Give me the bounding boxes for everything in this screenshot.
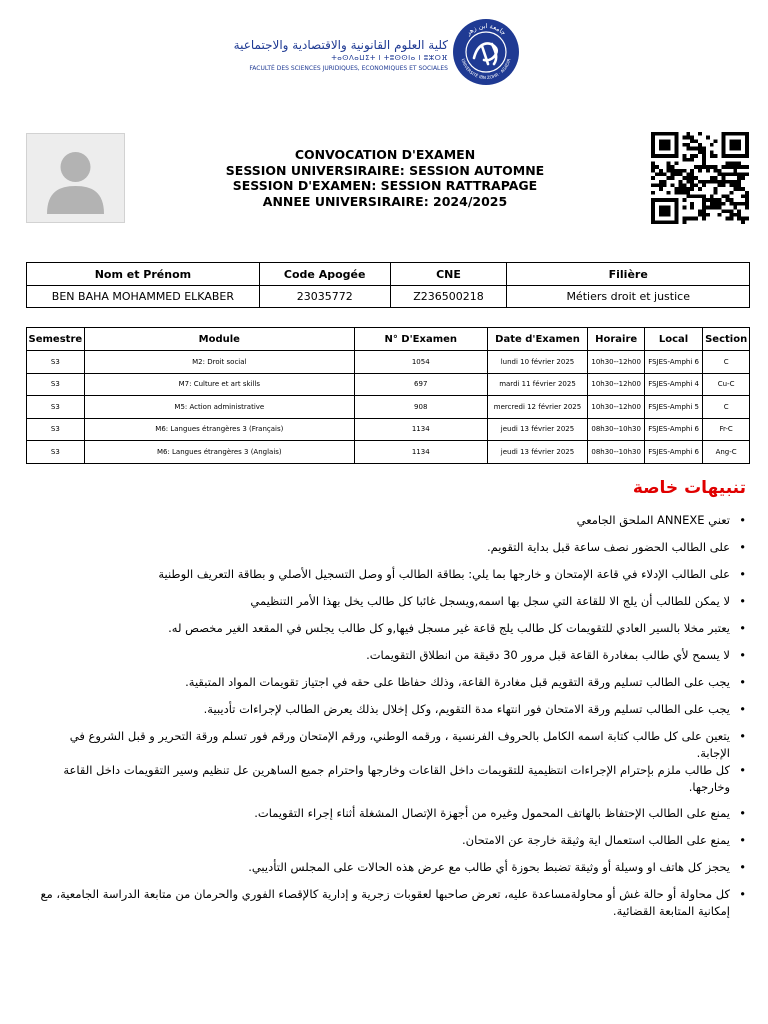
faculty-name-arabic: كلية العلوم القانونية والاقتصادية والاجتماعية [233, 38, 448, 52]
exam-horaire: 08h30--10h30 [588, 418, 644, 441]
student-cne: Z236500218 [390, 286, 507, 308]
exam-row [27, 418, 750, 441]
exam-semestre: S3 [27, 418, 85, 441]
header-cne: CNE [390, 263, 507, 286]
exam-header-row [27, 328, 750, 351]
exam-row [27, 396, 750, 419]
exam-section: Ang-C [703, 441, 750, 464]
university-seal-logo [452, 18, 520, 86]
header-numero-examen: N° D'Examen [354, 328, 487, 351]
header-section: Section [703, 328, 750, 351]
exam-semestre: S3 [27, 441, 85, 464]
exam-row [27, 351, 750, 374]
header-nom-prenom: Nom et Prénom [27, 263, 260, 286]
student-filiere: Métiers droit et justice [507, 286, 750, 308]
notice-item: • كل محاولة أو حالة غش أو محاولةمساعدة عليه، تعرض صاحبها لعقوبات زجرية و إدارية كالإقصاء الفوري والحرمان من متابعة الدراسة الجامعية، مع إمكانية المتابعة القضائية. [34, 886, 750, 920]
exam-module: M6: Langues étrangères 3 (Français) [84, 418, 354, 441]
svg-text:UNIVERSITÉ IBN ZOHR · AGADIR: UNIVERSITÉ IBN ZOHR · AGADIR [460, 58, 512, 81]
faculty-name-tifinagh: ⵜⴰⵙⴷⴰⵡⵉⵜ ⵏ ⵜⵓⵙⵙⵏⴰ ⵏ ⵓⵣⵔⴼ [331, 54, 448, 62]
exam-numero: 697 [354, 373, 487, 396]
exam-section: C [703, 396, 750, 419]
exam-numero: 1134 [354, 441, 487, 464]
exam-local: FSJES-Amphi 6 [644, 351, 702, 374]
exam-semestre: S3 [27, 373, 85, 396]
header-filiere: Filière [507, 263, 750, 286]
convocation-titles [140, 147, 630, 209]
exam-numero: 908 [354, 396, 487, 419]
exam-row [27, 441, 750, 464]
exam-section: Fr-C [703, 418, 750, 441]
notice-item: • يحجز كل هاتف او وسيلة أو وثيقة تضبط بحوزة أي طالب مع عرض هذه الحالات على المجلس التأديبي. [34, 859, 750, 876]
notice-item: • يمنع على الطالب الإحتفاظ بالهاتف المحمول وغيره من أجهزة الإتصال المشغلة أثناء إجراء التقويمات. [34, 805, 750, 822]
header-horaire: Horaire [588, 328, 644, 351]
notice-item: • لا يسمح لأي طالب بمغادرة القاعة قبل مرور 30 دقيقة من انطلاق التقويمات. [34, 647, 750, 664]
faculty-name-french: FACULTÉ DES SCIENCES JURIDIQUES, ECONOMIQUES ET SOCIALES [249, 65, 448, 72]
student-info-row [27, 286, 750, 308]
exam-semestre: S3 [27, 396, 85, 419]
notice-item: • على الطالب الإدلاء في قاعة الإمتحان و خارجها بما يلي: بطاقة الطالب أو وصل التسجيل الأصلي و بطاقة التعريف الوطنية [34, 566, 750, 583]
student-photo-placeholder [26, 133, 125, 223]
student-name: BEN BAHA MOHAMMED ELKABER [27, 286, 260, 308]
exam-local: FSJES-Amphi 4 [644, 373, 702, 396]
notice-item: • يعتبر مخلا بالسير العادي للتقويمات كل طالب يلج قاعة غير مسجل فيها,و كل طالب يجلس في المقعد الغير مخصص له. [34, 620, 750, 637]
exam-semestre: S3 [27, 351, 85, 374]
title-convocation: CONVOCATION D'EXAMEN [294, 147, 476, 162]
exam-date: mardi 11 février 2025 [487, 373, 588, 396]
exam-date: jeudi 13 février 2025 [487, 441, 588, 464]
notice-item: • لا يمكن للطالب أن يلج الا للقاعة التي سجل بها اسمه,ويسجل غائبا كل طالب يخل بهذا الأمر التنظيمي [34, 593, 750, 610]
header-local: Local [644, 328, 702, 351]
exam-date: mercredi 12 février 2025 [487, 396, 588, 419]
exam-module: M6: Langues étrangères 3 (Anglais) [84, 441, 354, 464]
notice-item: • يجب على الطالب تسليم ورقة التقويم قبل مغادرة القاعة، وذلك حفاظا على حقه في اجتياز تقويمات المواد المتبقية. [34, 674, 750, 691]
title-session-universitaire: SESSION UNIVERSIRAIRE: SESSION AUTOMNE [225, 162, 545, 178]
student-info-table [26, 262, 750, 308]
exam-date: lundi 10 février 2025 [487, 351, 588, 374]
title-annee-universitaire: ANNEE UNIVERSIRAIRE: 2024/2025 [262, 193, 508, 209]
exam-horaire: 10h30--12h00 [588, 396, 644, 419]
exam-module: M2: Droit social [84, 351, 354, 374]
header-code-apogee: Code Apogée [259, 263, 390, 286]
exam-schedule-table [26, 327, 750, 464]
avatar-silhouette-icon [27, 134, 124, 222]
notice-item: • يجب على الطالب تسليم ورقة الامتحان فور انتهاء مدة التقويم، وكل إخلال بذلك يعرض الطالب لإجراءات تأديبية. [34, 701, 750, 718]
title-session-examen: SESSION D'EXAMEN: SESSION RATTRAPAGE [232, 178, 538, 193]
notice-item: • كل طالب ملزم بإحترام الإجراءات انتظيمية للتقويمات داخل القاعات وخارجها واحترام جميع الساهرين عل تنظيم وسير التقويمات داخل القاعة وخارجها. [34, 762, 750, 796]
header-date-examen: Date d'Examen [487, 328, 588, 351]
exam-local: FSJES-Amphi 6 [644, 418, 702, 441]
student-info-header-row [27, 263, 750, 286]
exam-numero: 1134 [354, 418, 487, 441]
notice-item: • يتعين على كل طالب كتابة اسمه الكامل بالحروف الفرنسية ، ورقمه الوطني، ورقم الإمتحان ورقم فور تسلم ورقة التحرير و قبل الشروع في الإجابة. [34, 728, 750, 762]
notice-item: • يمنع على الطالب استعمال اية وثيقة خارجة عن الامتحان. [34, 832, 750, 849]
notices-title: تنبيهات خاصة [632, 478, 746, 498]
exam-local: FSJES-Amphi 6 [644, 441, 702, 464]
student-code-apogee: 23035772 [259, 286, 390, 308]
notice-item: • على الطالب الحضور نصف ساعة قبل بداية التقويم. [34, 539, 750, 556]
notices-list [34, 512, 750, 920]
exam-module: M5: Action administrative [84, 396, 354, 419]
faculty-logo [233, 18, 538, 102]
exam-module: M7: Culture et art skills [84, 373, 354, 396]
notice-item: • تعني ANNEXE الملحق الجامعي [34, 512, 750, 529]
exam-date: jeudi 13 février 2025 [487, 418, 588, 441]
header-module: Module [84, 328, 354, 351]
exam-row [27, 373, 750, 396]
exam-numero: 1054 [354, 351, 487, 374]
exam-horaire: 10h30--12h00 [588, 373, 644, 396]
exam-horaire: 08h30--10h30 [588, 441, 644, 464]
exam-local: FSJES-Amphi 5 [644, 396, 702, 419]
svg-text:جامعة ابن زهر: جامعة ابن زهر [464, 21, 508, 38]
qr-code [651, 132, 749, 224]
exam-horaire: 10h30--12h00 [588, 351, 644, 374]
header-semestre: Semestre [27, 328, 85, 351]
exam-section: Cu-C [703, 373, 750, 396]
faculty-name [233, 38, 448, 73]
exam-section: C [703, 351, 750, 374]
